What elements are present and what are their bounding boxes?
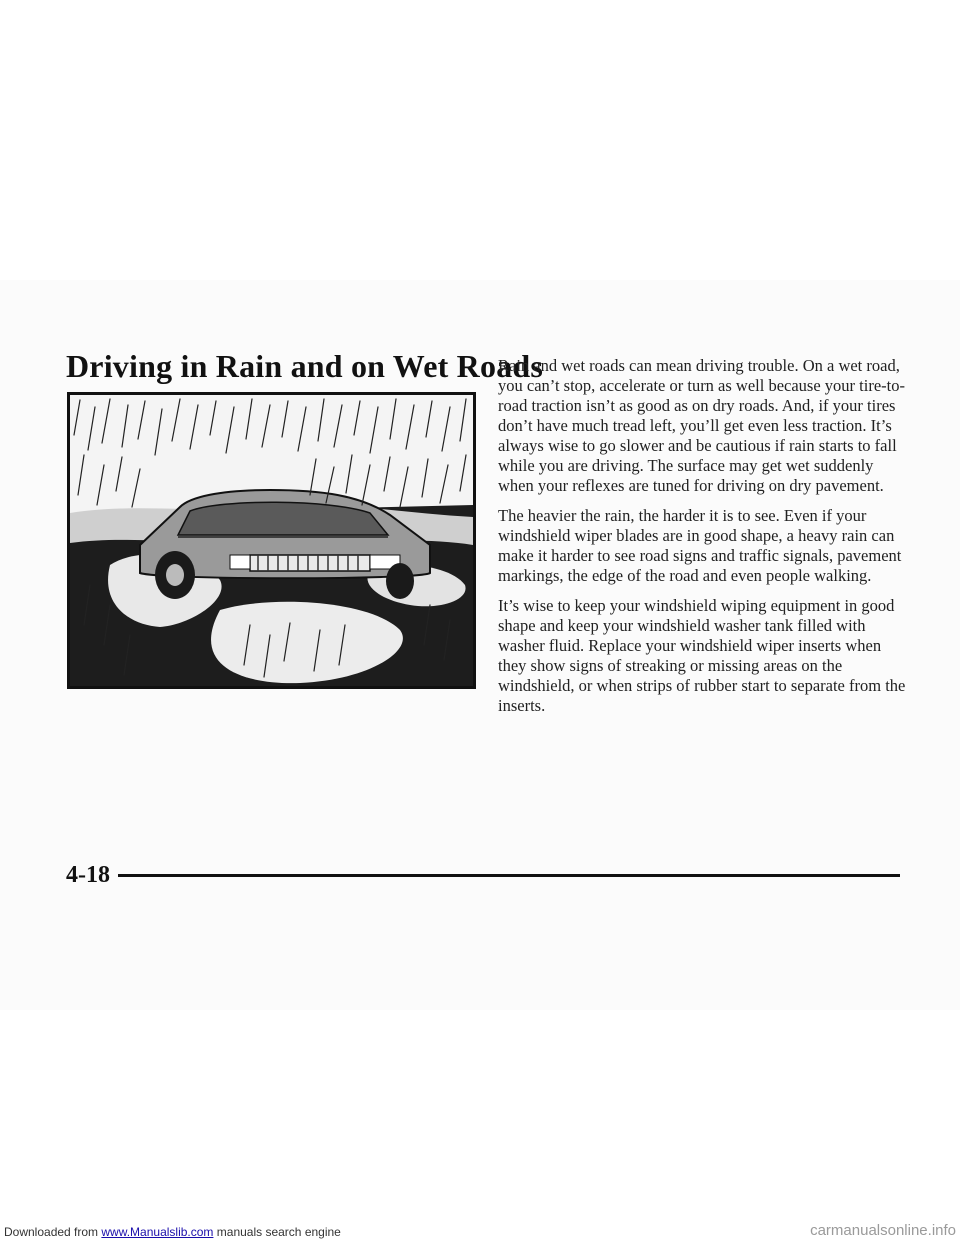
page-title: Driving in Rain and on Wet Roads xyxy=(66,348,544,384)
body-text xyxy=(498,356,908,726)
car-in-rain-drawing xyxy=(70,395,473,686)
download-footer xyxy=(4,1225,341,1239)
paragraph-2: The heavier the rain, the harder it is to see. Even if your windshield wiper blades are in good shape, a heavy rain can make it harder to see road signs and traffic signals, pavement markings, the edge of the road and even people walking. xyxy=(498,506,902,585)
page-number: 4-18 xyxy=(66,862,110,888)
paragraph-1: Rain and wet roads can mean driving trouble. On a wet road, you can’t stop, accelerate or turn as well because your tire-to-road traction isn’t as good as on dry roads. And, if your tires don’t have much tread left, you’ll get even less traction. It’s always wise to go slower and be cautious if rain starts to fall while you are driving. The surface may get wet suddenly when your reflexes are tuned for driving on dry pavement. xyxy=(498,356,905,495)
footer-suffix: manuals search engine xyxy=(213,1225,341,1239)
rain-car-illustration xyxy=(67,392,476,689)
watermark-text: carmanualsonline.info xyxy=(810,1222,956,1239)
footer-rule xyxy=(118,874,900,877)
manualslib-link[interactable]: www.Manualslib.com xyxy=(101,1225,214,1239)
footer-prefix: Downloaded from xyxy=(4,1225,102,1239)
paragraph-3: It’s wise to keep your windshield wiping equipment in good shape and keep your windshield washer tank filled with washer fluid. Replace your windshield wiper inserts when they show signs of streaking or missing areas on the windshield, or when strips of rubber start to separate from the inserts. xyxy=(498,596,906,715)
